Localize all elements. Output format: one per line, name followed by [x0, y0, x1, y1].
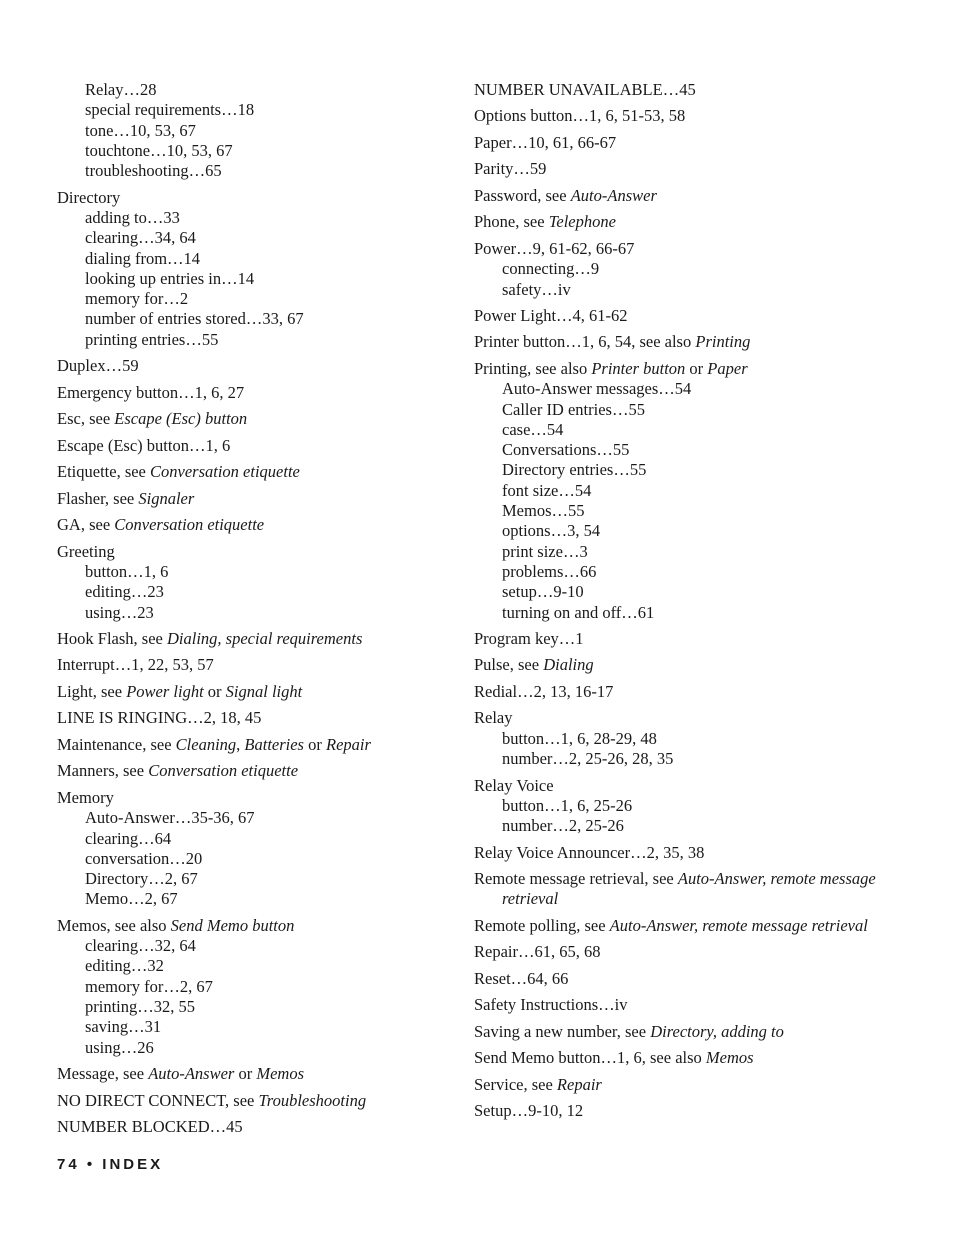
subterm-text: button…1, 6, 28-29, 48	[502, 728, 657, 748]
subterm-text: touchtone…10, 53, 67	[85, 140, 233, 160]
index-term	[474, 969, 904, 989]
index-subentry	[474, 562, 904, 582]
index-entry	[57, 916, 457, 1058]
index-subentry	[57, 121, 457, 141]
index-subentry	[474, 259, 904, 279]
index-subentry	[474, 420, 904, 440]
term-text: Etiquette, see	[57, 462, 151, 482]
index-subentry	[57, 80, 457, 100]
index-entry	[57, 655, 457, 675]
index-subentry	[57, 330, 457, 350]
index-term	[474, 942, 904, 962]
index-entry	[474, 629, 904, 649]
index-entry	[474, 332, 904, 352]
term-text: Flasher, see	[57, 488, 139, 508]
index-entry	[474, 969, 904, 989]
index-entry	[57, 542, 457, 623]
index-entry	[474, 133, 904, 153]
term-text: Options button…1, 6, 51-53, 58	[474, 106, 686, 126]
index-subentry	[474, 729, 904, 749]
index-term	[57, 735, 457, 755]
index-subentry	[474, 582, 904, 602]
cross-reference: Repair	[556, 1074, 602, 1094]
term-text: LINE IS RINGING…2, 18, 45	[57, 708, 262, 728]
cross-reference: Auto-Answer, remote message retrieval	[502, 869, 876, 909]
index-entry	[57, 1091, 457, 1111]
index-subentry	[474, 521, 904, 541]
index-subentry	[474, 816, 904, 836]
term-text: Phone, see	[474, 212, 549, 232]
subterm-text: font size…54	[502, 480, 592, 500]
subterm-text: Memo…2, 67	[85, 889, 178, 909]
index-entry	[474, 776, 904, 837]
index-subentry	[57, 829, 457, 849]
subterm-text: button…1, 6	[85, 561, 169, 581]
index-subentry	[57, 936, 457, 956]
index-entry	[57, 356, 457, 376]
page-number: 74	[57, 1156, 80, 1173]
term-text: Paper…10, 61, 66-67	[474, 132, 617, 152]
index-term	[474, 159, 904, 179]
subterm-text: clearing…32, 64	[85, 936, 196, 956]
subterm-text: saving…31	[85, 1017, 162, 1037]
cross-reference: Telephone	[548, 212, 616, 232]
cross-reference: Directory, adding to	[650, 1021, 784, 1041]
index-subentry	[57, 977, 457, 997]
subterm-text: conversation…20	[85, 848, 203, 868]
subterm-text: number…2, 25-26, 28, 35	[502, 749, 674, 769]
term-text: NUMBER UNAVAILABLE…45	[474, 80, 696, 99]
index-term	[474, 655, 904, 675]
index-term	[474, 1048, 904, 1068]
term-text: Service, see	[474, 1074, 557, 1094]
term-text: Setup…9-10, 12	[474, 1101, 584, 1121]
index-entry	[474, 1022, 904, 1042]
subterm-text: tone…10, 53, 67	[85, 120, 196, 140]
term-text: Light, see	[57, 681, 127, 701]
subterm-text: Conversations…55	[502, 440, 630, 460]
index-term	[57, 489, 457, 509]
term-text: Pulse, see	[474, 655, 544, 675]
index-term	[474, 239, 904, 259]
index-term	[474, 1075, 904, 1095]
index-entry	[57, 383, 457, 403]
subterm-text: adding to…33	[85, 207, 180, 227]
index-entry	[57, 1117, 457, 1137]
index-subentry	[57, 956, 457, 976]
subterm-text: looking up entries in…14	[85, 268, 255, 288]
index-subentry	[57, 849, 457, 869]
index-term	[474, 1022, 904, 1042]
term-text: Interrupt…1, 22, 53, 57	[57, 655, 214, 675]
subterm-text: printing entries…55	[85, 329, 219, 349]
index-entry	[474, 1101, 904, 1121]
subterm-text: options…3, 54	[502, 521, 601, 541]
subterm-text: dialing from…14	[85, 248, 201, 268]
index-term	[57, 356, 457, 376]
term-text: Greeting	[57, 541, 115, 561]
term-text: Relay Voice Announcer…2, 35, 38	[474, 842, 705, 862]
index-entry	[57, 761, 457, 781]
index-subentry	[474, 280, 904, 300]
term-text: Memos, see also	[57, 915, 171, 935]
subterm-text: safety…iv	[502, 279, 571, 299]
term-text: Message, see	[57, 1064, 149, 1084]
index-subentry	[57, 289, 457, 309]
index-term	[474, 995, 904, 1015]
term-text: Safety Instructions…iv	[474, 995, 628, 1015]
cross-reference: Conversation etiquette	[114, 515, 265, 535]
subterm-text: using…26	[85, 1037, 154, 1057]
index-subentry	[57, 1038, 457, 1058]
index-term	[57, 436, 457, 456]
index-term	[57, 629, 457, 649]
subterm-text: clearing…34, 64	[85, 228, 196, 248]
index-subentry	[57, 603, 457, 623]
term-text: Power…9, 61-62, 66-67	[474, 238, 635, 258]
cross-reference: Dialing, special requirements	[167, 629, 363, 648]
term-text: Saving a new number, see	[474, 1021, 651, 1041]
index-term	[474, 359, 904, 379]
index-subentry	[57, 309, 457, 329]
cross-reference: Auto-Answer	[148, 1064, 235, 1084]
subterm-text: connecting…9	[502, 259, 600, 279]
cross-reference: Power light	[126, 681, 204, 701]
term-text: Repair…61, 65, 68	[474, 942, 601, 962]
cross-reference: Printing	[695, 332, 751, 352]
index-subentry	[57, 208, 457, 228]
subterm-text: special requirements…18	[85, 100, 255, 120]
index-term	[57, 1117, 457, 1137]
term-text: Power Light…4, 61-62	[474, 305, 628, 325]
cross-reference: Signal light	[225, 681, 303, 701]
index-subentry	[57, 269, 457, 289]
index-subentry	[474, 796, 904, 816]
subterm-text: editing…32	[85, 956, 164, 976]
term-text: Remote message retrieval, see	[474, 869, 678, 889]
cross-reference: Cleaning	[175, 734, 237, 754]
index-term	[474, 629, 904, 649]
index-subentry	[474, 460, 904, 480]
index-column-left	[57, 80, 457, 1144]
subterm-text: troubleshooting…65	[85, 161, 222, 181]
index-term	[57, 542, 457, 562]
term-text: Program key…1	[474, 629, 584, 648]
index-entry	[474, 1075, 904, 1095]
index-entry	[57, 682, 457, 702]
subterm-text: clearing…64	[85, 828, 172, 848]
index-entry	[57, 735, 457, 755]
index-term	[57, 515, 457, 535]
term-text: or	[685, 358, 708, 378]
index-entry	[474, 655, 904, 675]
subterm-text: number…2, 25-26	[502, 816, 624, 836]
term-text: Escape (Esc) button…1, 6	[57, 435, 231, 455]
cross-reference: Paper	[707, 358, 748, 378]
cross-reference: Troubleshooting	[258, 1090, 367, 1110]
index-entry	[474, 916, 904, 936]
subterm-text: setup…9-10	[502, 582, 584, 602]
index-entry	[57, 80, 457, 181]
cross-reference: Auto-Answer, remote message retrieval	[609, 915, 868, 935]
subterm-text: problems…66	[502, 561, 597, 581]
cross-reference: Printer button	[591, 358, 686, 378]
cross-reference: Repair	[325, 734, 371, 754]
index-subentry	[57, 1017, 457, 1037]
term-text: or	[203, 681, 226, 701]
index-subentry	[57, 100, 457, 120]
index-entry	[474, 942, 904, 962]
term-text: Printing, see also	[474, 358, 592, 378]
index-subentry	[474, 542, 904, 562]
subterm-text: memory for…2	[85, 289, 189, 309]
index-subentry	[57, 869, 457, 889]
index-entry	[57, 708, 457, 728]
index-entry	[474, 80, 904, 100]
index-entry	[57, 1064, 457, 1084]
term-text: or	[234, 1064, 257, 1084]
subterm-text: case…54	[502, 419, 564, 439]
index-subentry	[474, 501, 904, 521]
subterm-text: button…1, 6, 25-26	[502, 795, 633, 815]
index-entry	[57, 629, 457, 649]
subterm-text: Auto-Answer…35-36, 67	[85, 808, 255, 828]
index-entry	[474, 708, 904, 769]
index-term	[57, 682, 457, 702]
index-subentry	[57, 141, 457, 161]
index-entry	[474, 1048, 904, 1068]
footer-separator: •	[86, 1156, 96, 1173]
term-text: Remote polling, see	[474, 915, 610, 935]
index-entry	[474, 106, 904, 126]
cross-reference: Memos	[705, 1048, 754, 1068]
index-term	[57, 188, 457, 208]
cross-reference: Send Memo button	[170, 915, 295, 935]
index-term	[474, 776, 904, 796]
index-term	[474, 306, 904, 326]
index-term	[57, 409, 457, 429]
index-term	[57, 1091, 457, 1111]
term-text: Maintenance, see	[57, 734, 176, 754]
index-term	[474, 212, 904, 232]
index-entry	[474, 869, 904, 910]
index-subentry	[474, 400, 904, 420]
index-subentry	[474, 440, 904, 460]
term-text: Hook Flash, see	[57, 629, 167, 648]
term-text: Esc, see	[57, 409, 115, 429]
term-text: Relay	[474, 708, 513, 728]
cross-reference: Batteries	[244, 734, 304, 754]
index-term	[474, 80, 904, 100]
subterm-text: Memos…55	[502, 501, 585, 521]
cross-reference: Conversation etiquette	[150, 462, 300, 482]
section-title: INDEX	[102, 1156, 164, 1173]
cross-reference: Auto-Answer	[570, 185, 657, 205]
index-subentry	[57, 161, 457, 181]
term-text: or	[303, 734, 326, 754]
index-term	[474, 133, 904, 153]
term-text: Password, see	[474, 185, 571, 205]
index-entry	[474, 995, 904, 1015]
cross-reference: Memos	[256, 1064, 305, 1084]
index-term	[474, 916, 904, 936]
term-text: Send Memo button…1, 6, see also	[474, 1048, 706, 1068]
cross-reference: Dialing	[543, 655, 594, 675]
index-term	[474, 106, 904, 126]
index-entry	[57, 188, 457, 350]
cross-reference: Conversation etiquette	[148, 761, 299, 781]
index-subentry	[57, 808, 457, 828]
index-subentry	[474, 481, 904, 501]
index-entry	[57, 409, 457, 429]
index-term	[57, 655, 457, 675]
index-subentry	[57, 562, 457, 582]
index-entry	[474, 159, 904, 179]
index-term	[57, 1064, 457, 1084]
index-subentry	[57, 228, 457, 248]
index-subentry	[474, 603, 904, 623]
term-text: GA, see	[57, 515, 115, 535]
subterm-text: using…23	[85, 602, 154, 622]
term-text: Emergency button…1, 6, 27	[57, 382, 245, 402]
subterm-text: Directory…2, 67	[85, 869, 198, 889]
index-term	[57, 708, 457, 728]
subterm-text: Relay…28	[85, 80, 157, 99]
index-entry	[57, 489, 457, 509]
index-subentry	[57, 889, 457, 909]
index-entry	[474, 306, 904, 326]
index-term	[474, 843, 904, 863]
term-text: Manners, see	[57, 761, 149, 781]
index-entry	[57, 436, 457, 456]
index-term	[474, 708, 904, 728]
index-entry	[57, 462, 457, 482]
index-entry	[474, 682, 904, 702]
index-term	[474, 332, 904, 352]
subterm-text: Caller ID entries…55	[502, 399, 645, 419]
index-subentry	[474, 749, 904, 769]
subterm-text: printing…32, 55	[85, 997, 195, 1017]
subterm-text: number of entries stored…33, 67	[85, 309, 304, 329]
index-term	[474, 869, 904, 910]
index-subentry	[57, 582, 457, 602]
index-term	[57, 916, 457, 936]
subterm-text: print size…3	[502, 541, 588, 561]
index-term	[57, 383, 457, 403]
index-term	[474, 1101, 904, 1121]
index-entry	[474, 239, 904, 300]
index-entry	[474, 212, 904, 232]
term-text: ,	[236, 734, 245, 754]
index-term	[474, 186, 904, 206]
subterm-text: memory for…2, 67	[85, 976, 213, 996]
term-text: Duplex…59	[57, 356, 139, 376]
index-subentry	[57, 997, 457, 1017]
term-text: Printer button…1, 6, 54, see also	[474, 332, 696, 352]
index-subentry	[474, 379, 904, 399]
term-text: NO DIRECT CONNECT, see	[57, 1090, 259, 1110]
index-entry	[57, 788, 457, 910]
term-text: Relay Voice	[474, 775, 554, 795]
index-subentry	[57, 249, 457, 269]
term-text: Parity…59	[474, 159, 547, 179]
index-term	[57, 788, 457, 808]
index-term	[57, 462, 457, 482]
term-text: Redial…2, 13, 16-17	[474, 681, 614, 701]
index-entry	[474, 359, 904, 623]
index-column-right	[474, 80, 904, 1128]
index-term	[474, 682, 904, 702]
subterm-text: Directory entries…55	[502, 460, 647, 480]
subterm-text: Auto-Answer messages…54	[502, 379, 692, 399]
cross-reference: Escape (Esc) button	[114, 409, 248, 429]
term-text: Directory	[57, 187, 121, 207]
index-entry	[474, 186, 904, 206]
cross-reference: Signaler	[138, 488, 195, 508]
subterm-text: turning on and off…61	[502, 602, 655, 622]
term-text: Memory	[57, 787, 114, 807]
page-footer	[57, 1156, 163, 1173]
index-entry	[57, 515, 457, 535]
subterm-text: editing…23	[85, 582, 164, 602]
term-text: Reset…64, 66	[474, 968, 569, 988]
term-text: NUMBER BLOCKED…45	[57, 1117, 243, 1137]
index-entry	[474, 843, 904, 863]
index-term	[57, 761, 457, 781]
